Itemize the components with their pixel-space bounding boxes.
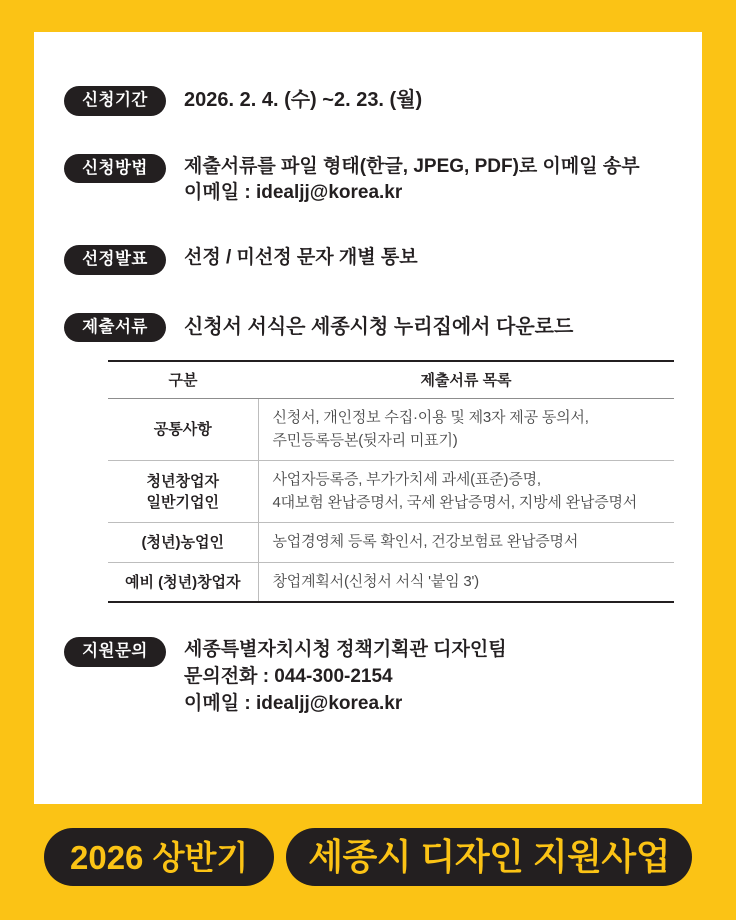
table-cell-list — [258, 461, 674, 523]
bottom-banner — [0, 824, 736, 890]
section-documents — [64, 313, 676, 343]
table-header-category: 구분 — [108, 361, 258, 399]
inquiry-phone: 문의전화 : 044-300-2154 — [184, 666, 393, 688]
period-text: 2026. 2. 4. (수) ~2. 23. (월) — [184, 89, 423, 111]
table-header-list: 제출서류 목록 — [258, 361, 674, 399]
banner-title-text: 세종시 디자인 지원사업 — [308, 836, 670, 877]
method-email: 이메일 : idealjj@korea.kr — [184, 182, 403, 204]
table-header-row — [108, 361, 674, 399]
table-cell-category: (청년)농업인 — [108, 523, 258, 563]
section-body-period — [166, 86, 422, 114]
table-cell-list — [258, 562, 674, 602]
table-cell-list — [258, 399, 674, 461]
table-cell-category: 예비 (청년)창업자 — [108, 562, 258, 602]
table-cell-list — [258, 523, 674, 563]
section-label-method: 신청방법 — [64, 154, 166, 184]
table-cell-category: 공통사항 — [108, 399, 258, 461]
inquiry-org: 세종특별자치시청 정책기획관 디자인팀 — [184, 639, 507, 661]
banner-period-badge — [44, 828, 274, 886]
table-row — [108, 399, 674, 461]
section-method — [64, 154, 676, 208]
documents-table — [108, 360, 674, 603]
section-body-result — [166, 245, 418, 272]
section-label-inquiry: 지원문의 — [64, 637, 166, 667]
result-text: 선정 / 미선정 문자 개별 통보 — [184, 247, 418, 269]
table-cell-list-line: 주민등록등본(뒷자리 미표기) — [272, 431, 458, 449]
section-label-period: 신청기간 — [64, 86, 166, 116]
method-text-line-1: 제출서류를 파일 형태(한글, JPEG, PDF)로 이메일 송부 — [184, 155, 640, 177]
table-cell-category-line: 청년창업자 — [146, 472, 219, 490]
section-label-result: 선정발표 — [64, 245, 166, 275]
section-label-documents: 제출서류 — [64, 313, 166, 343]
section-result — [64, 245, 676, 275]
table-cell-list-line: 4대보험 완납증명서, 국세 완납증명서, 지방세 완납증명서 — [272, 493, 638, 511]
table-row — [108, 562, 674, 602]
table-cell-category-line: 일반기업인 — [146, 493, 219, 511]
table-row — [108, 461, 674, 523]
documents-table-wrap — [108, 360, 674, 603]
table-cell-category — [108, 461, 258, 523]
section-period — [64, 86, 676, 116]
section-body-documents — [166, 313, 573, 341]
table-row — [108, 523, 674, 563]
documents-text: 신청서 서식은 세종시청 누리집에서 다운로드 — [184, 315, 574, 338]
table-cell-list-line: 창업계획서(신청서 서식 '붙임 3') — [272, 572, 479, 590]
inquiry-email: 이메일 : idealjj@korea.kr — [184, 693, 403, 715]
banner-title-badge — [286, 828, 692, 886]
section-inquiry — [64, 637, 676, 718]
table-cell-list-line: 사업자등록증, 부가가치세 과세(표준)증명, — [272, 471, 541, 489]
card-content — [34, 32, 702, 718]
table-cell-list-line: 농업경영체 등록 확인서, 건강보험료 완납증명서 — [272, 533, 579, 551]
info-card — [34, 32, 702, 804]
section-body-inquiry — [166, 637, 507, 718]
banner-period-text: 2026 상반기 — [70, 838, 249, 876]
table-cell-list-line: 신청서, 개인정보 수집·이용 및 제3자 제공 동의서, — [272, 409, 589, 427]
section-body-method — [166, 154, 640, 208]
